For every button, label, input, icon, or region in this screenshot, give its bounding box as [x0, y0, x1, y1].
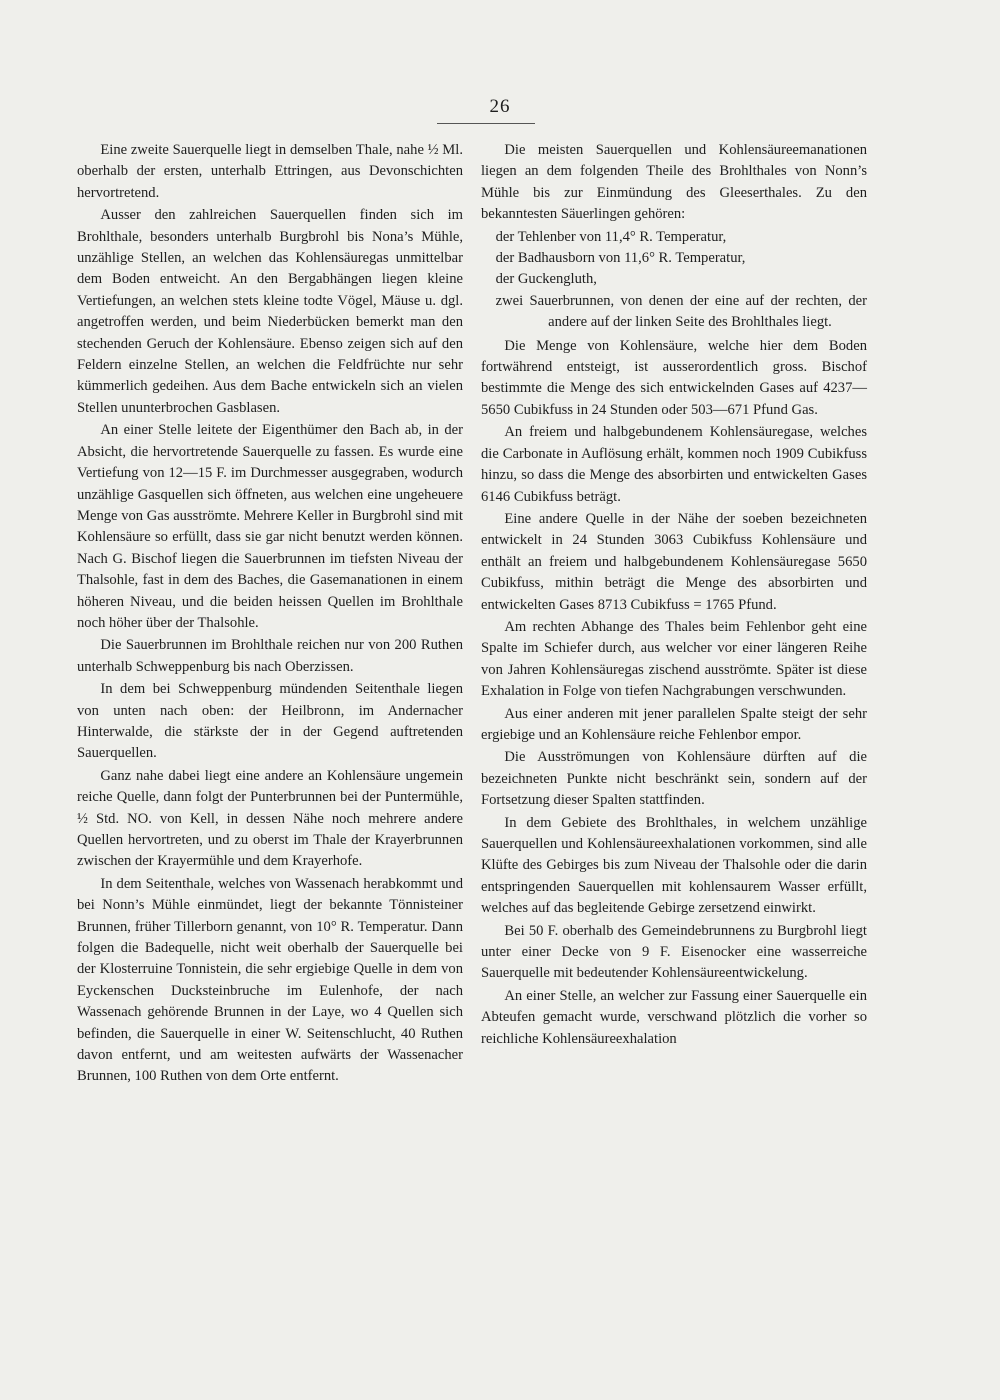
list-item: zwei Sauerbrunnen, von denen der eine auf der rechten, der andere auf der linken Seite des Brohlthales liegt.: [495, 292, 867, 331]
paragraph: Am rechten Abhange des Thales beim Fehlenbor geht eine Spalte im Schiefer durch, aus welcher vor einer längeren Reihe von Jahren Kohlensäuregas zischend ausströmte. Später ist diese Exhalation in Folge von tiefen Nachgrabungen verschwunden.: [481, 618, 867, 700]
paragraph: Bei 50 F. oberhalb des Gemeindebrunnens zu Burgbrohl liegt unter einer Decke von 9 F. Eisenocker eine wasserreiche Sauerquelle mit bedeutender Kohlensäureentwickelung.: [481, 922, 867, 982]
paragraph: In dem Seitenthale, welches von Wassenach herabkommt und bei Nonn’s Mühle einmündet, liegt der bekannte Tönnisteiner Brunnen, früher Tillerborn genannt, von 10° R. Temperatur. Dann folgen die Badequelle, nicht weit oberhalb der Sauerquelle bei der Klosterruine Tonnistein, die sehr ergiebige Quelle in dem von Eyckenschen Ducksteinbruche im Eulenhofe, der nach Wassenach gehörende Brunnen in der Laye, wo 4 Quellen sich befinden, die Sauerquelle in einer W. Seitenschlucht, 40 Ruthen davon entfernt, und am weitesten aufwärts der Wassenacher Brunnen, 100 Ruthen von dem Orte entfernt.: [77, 875, 463, 1085]
paragraph: Ausser den zahlreichen Sauerquellen finden sich im Brohlthale, besonders unterhalb Burgbrohl bis Nona’s Mühle, unzählige Stellen, an welchen das Kohlensäuregas unmittelbar dem Boden entweicht. An den Bergabhängen liegen kleine Vertiefungen, an welchen stets kleine todte Vögel, Mäuse u. dgl. angetroffen werden, und beim Niederbücken bemerkt man den stechenden Geruch der Kohlensäure. Ebenso zeigen sich auf den Feldern einzelne Stellen, an welchen die Feldfrüchte nur sehr kümmerlich gedeihen. Aus dem Bache entwickeln sich an vielen Stellen ununterbrochen Gasblasen.: [77, 207, 463, 416]
paragraph: Aus einer anderen mit jener parallelen Spalte steigt der sehr ergiebige und an Kohlensäure reiche Fehlenbor empor.: [481, 705, 867, 743]
paragraph: In dem Gebiete des Brohlthales, in welchem unzählige Sauerquellen und Kohlensäureexhalationen vorkommen, sind alle Klüfte des Gebirges bis zum Niveau der Thalsohle oder die darin entspringenden Sauerquellen mit kohlensaurem Wasser erfüllt, welches auf das begleitende Gebirge zersetzend einwirkt.: [481, 814, 867, 917]
paragraph: An einer Stelle leitete der Eigenthümer den Bach ab, in der Absicht, die hervortretende Sauerquelle zu fassen. Es wurde eine Vertiefung von 12—15 F. im Durchmesser ausgegraben, wodurch unzählige Gasquellen sich öffneten, aus welchen eine ungeheuere Menge von Gas ausströmte. Mehrere Keller in Burgbrohl sind mit Kohlensäure so erfüllt, dass sie gar nicht benutzt werden können. Nach G. Bischof liegen die Sauerbrunnen im tiefsten Niveau der Thalsohle, fast in dem des Baches, die Gasemanationen in einem höheren Niveau, und die beiden heissen Quellen im Brohlthale noch höher über der Thalsohle.: [77, 422, 463, 631]
right-column: [481, 140, 867, 1051]
page-number: 26: [489, 96, 511, 117]
list-item: der Badhausborn von 11,6° R. Temperatur,: [495, 250, 746, 267]
list-item: der Guckengluth,: [495, 271, 597, 288]
spring-list: [481, 227, 867, 334]
paragraph: Ganz nahe dabei liegt eine andere an Kohlensäure ungemein reiche Quelle, dann folgt der Punterbrunnen bei der Puntermühle, ½ Std. NO. von Kell, in dessen Nähe noch mehrere andere Quellen hervortreten, und zu oberst im Thale der Krayerbrunnen zwischen der Krayermühle und dem Krayerhofe.: [77, 767, 463, 870]
left-column: [77, 140, 463, 1089]
paragraph: An freiem und halbgebundenem Kohlensäuregase, welches die Carbonate in Auflösung erhält, kommen noch 1909 Cubikfuss hinzu, so dass die Menge des absorbirten und entwickelten Gases 6146 Cubikfuss beträgt.: [481, 424, 867, 505]
list-item: der Tehlenber von 11,4° R. Temperatur,: [495, 228, 727, 245]
paragraph: Eine andere Quelle in der Nähe der soeben bezeichneten entwickelt in 24 Stunden 3063 Cubikfuss Kohlensäure und enthält an freiem und halbgebundenem Kohlensäuregase 5650 Cubikfuss, mithin beträgt die Menge des absorbirten und entwickelten Gases 8713 Cubikfuss = 1765 Pfund.: [481, 510, 867, 613]
paragraph: Die Ausströmungen von Kohlensäure dürften auf die bezeichneten Punkte nicht beschränkt sein, sondern auf der Fortsetzung dieser Spalten stattfinden.: [481, 749, 867, 809]
paragraph: Die meisten Sauerquellen und Kohlensäureemanationen liegen an dem folgenden Theile des Brohlthales von Nonn’s Mühle bis zur Einmündung des Gleeserthales. Zu den bekanntesten Säuerlingen gehören:: [481, 142, 867, 223]
paragraph: In dem bei Schweppenburg mündenden Seitenthale liegen von unten nach oben: der Heilbronn, im Andernacher Hinterwalde, die stärkste der in der Gegend auftretenden Sauerquellen.: [77, 681, 463, 762]
paragraph: Eine zweite Sauerquelle liegt in demselben Thale, nahe ½ Ml. oberhalb der ersten, unterhalb Ettringen, aus Devonschichten hervortretend.: [77, 142, 463, 201]
paragraph: Die Sauerbrunnen im Brohlthale reichen nur von 200 Ruthen unterhalb Schweppenburg bis nach Oberzissen.: [77, 637, 463, 675]
paragraph: An einer Stelle, an welcher zur Fassung einer Sauerquelle ein Abteufen gemacht wurde, verschwand plötzlich die vorher so reichliche Kohlensäureexhalation: [481, 987, 867, 1047]
header-rule: [437, 123, 535, 124]
paragraph: Die Menge von Kohlensäure, welche hier dem Boden fortwährend entsteigt, ist ausserordentlich gross. Bischof bestimmte die Menge des sich entwickelnden Gases auf 4237—5650 Cubikfuss in 24 Stunden oder 503—671 Pfund Gas.: [481, 337, 867, 418]
